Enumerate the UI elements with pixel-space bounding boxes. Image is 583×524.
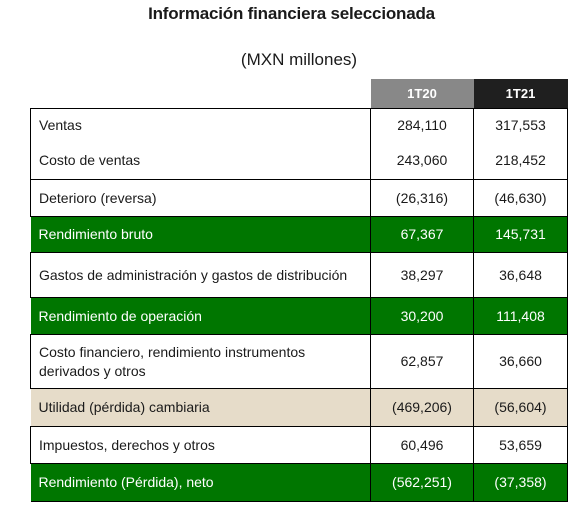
column-header-1t21: 1T21 [474, 79, 568, 109]
row-label: Rendimiento bruto [31, 217, 371, 253]
value-1t20: (26,316) [371, 180, 474, 217]
value-1t21: 218,452 [474, 142, 568, 180]
value-1t21: 145,731 [474, 217, 568, 253]
table-row-costo-ventas [31, 142, 568, 180]
value-1t20: 243,060 [371, 142, 474, 180]
value-1t21: 53,659 [474, 427, 568, 464]
value-1t20: 67,367 [371, 217, 474, 253]
table-row-ventas [31, 109, 568, 142]
value-1t20: 284,110 [371, 109, 474, 142]
row-label: Deterioro (reversa) [31, 180, 371, 217]
row-label: Utilidad (pérdida) cambiaria [31, 389, 371, 427]
value-1t21: (46,630) [474, 180, 568, 217]
table-header-row [31, 79, 568, 109]
table-row-rendimiento-operacion [31, 298, 568, 335]
row-label: Costo financiero, rendimiento instrumentos derivados y otros [31, 335, 371, 389]
value-1t21: 317,553 [474, 109, 568, 142]
table-row-costo-financiero [31, 335, 568, 389]
row-label: Rendimiento (Pérdida), neto [31, 464, 371, 502]
column-header-1t20: 1T20 [371, 79, 474, 109]
row-label: Impuestos, derechos y otros [31, 427, 371, 464]
table-row-deterioro [31, 180, 568, 217]
table-row-rendimiento-bruto [31, 217, 568, 253]
row-label: Ventas [31, 109, 371, 142]
table-row-utilidad-cambiaria [31, 389, 568, 427]
row-label: Costo de ventas [31, 142, 371, 180]
table-row-gastos-administracion [31, 253, 568, 298]
financial-table [30, 79, 568, 502]
value-1t21: 111,408 [474, 298, 568, 335]
value-1t20: (562,251) [371, 464, 474, 502]
units-subtitle: (MXN millones) [240, 50, 358, 69]
table-row-rendimiento-neto [31, 464, 568, 502]
value-1t21: 36,648 [474, 253, 568, 298]
value-1t20: 60,496 [371, 427, 474, 464]
value-1t21: (56,604) [474, 389, 568, 427]
row-label: Rendimiento de operación [31, 298, 371, 335]
row-label: Gastos de administración y gastos de distribución [31, 253, 371, 298]
value-1t20: (469,206) [371, 389, 474, 427]
value-1t20: 38,297 [371, 253, 474, 298]
value-1t20: 62,857 [371, 335, 474, 389]
header-blank-cell [31, 79, 371, 109]
page-title: Información financiera seleccionada [148, 4, 435, 23]
value-1t21: (37,358) [474, 464, 568, 502]
table-row-impuestos [31, 427, 568, 464]
value-1t21: 36,660 [474, 335, 568, 389]
value-1t20: 30,200 [371, 298, 474, 335]
